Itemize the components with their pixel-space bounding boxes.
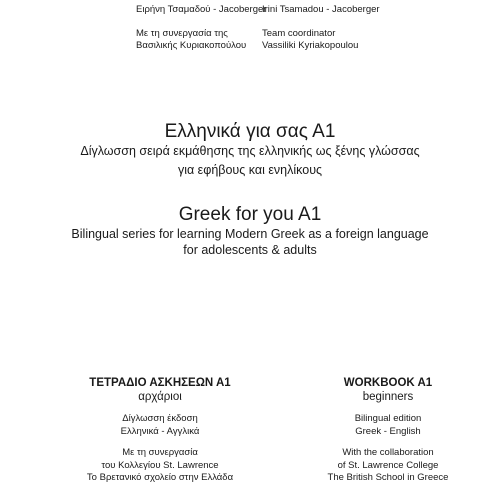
- credit-author-english: Irini Tsamadou - Jacoberger: [262, 4, 380, 15]
- book-subtitle-english-line1: Bilingual series for learning Modern Greek as a foreign language: [71, 227, 429, 241]
- book-subtitle-english-line2: for adolescents & adults: [183, 243, 317, 257]
- title-block-english: [0, 204, 500, 258]
- credit-coordinator-label-greek: Με τη συνεργασία της: [136, 28, 228, 39]
- workbook-column-greek: [75, 376, 245, 485]
- title-block-greek: [0, 121, 500, 178]
- book-title-greek: Ελληνικά για σας Α1: [164, 121, 336, 142]
- collab-line2-english: of St. Lawrence College: [337, 459, 439, 471]
- edition-line2-greek: Ελληνικά - Αγγλικά: [120, 425, 200, 437]
- credit-coordinator-name-greek: Βασιλικής Κυριακοπούλου: [136, 40, 247, 51]
- credit-coordinator-label-english: Team coordinator: [262, 28, 336, 39]
- edition-line2-english: Greek - English: [355, 425, 421, 437]
- collab-line1-greek: Με τη συνεργασία: [122, 447, 198, 458]
- edition-line1-english: Bilingual edition: [354, 413, 422, 424]
- book-subtitle-greek-line1: Δίγλωσση σειρά εκμάθησης της ελληνικής ως ξένης γλώσσας: [80, 144, 420, 158]
- workbook-column-english: [303, 376, 473, 485]
- workbook-title-english: WORKBOOK A1: [343, 377, 433, 389]
- edition-line1-greek: Δίγλωσση έκδοση: [122, 413, 198, 424]
- book-title-english: Greek for you A1: [178, 204, 322, 225]
- collab-line3-english: The British School in Greece: [327, 472, 449, 483]
- collab-line3-greek: Το Βρετανικό σχολείο στην Ελλάδα: [86, 472, 234, 483]
- book-subtitle-greek-line2: για εφήβους και ενηλίκους: [177, 163, 323, 177]
- credit-coordinator-name-english: Vassiliki Kyriakopoulou: [262, 40, 359, 51]
- collab-line1-english: With the collaboration: [342, 447, 434, 458]
- workbook-level-greek: αρχάριοι: [138, 391, 182, 403]
- credit-author-greek: Ειρήνη Τσαμαδού - Jacoberger: [136, 4, 267, 15]
- workbook-level-english: beginners: [362, 391, 414, 403]
- workbook-title-greek: ΤΕΤΡΑΔΙΟ ΑΣΚΗΣΕΩΝ Α1: [89, 377, 231, 389]
- collab-line2-greek: του Κολλεγίου St. Lawrence: [101, 459, 219, 471]
